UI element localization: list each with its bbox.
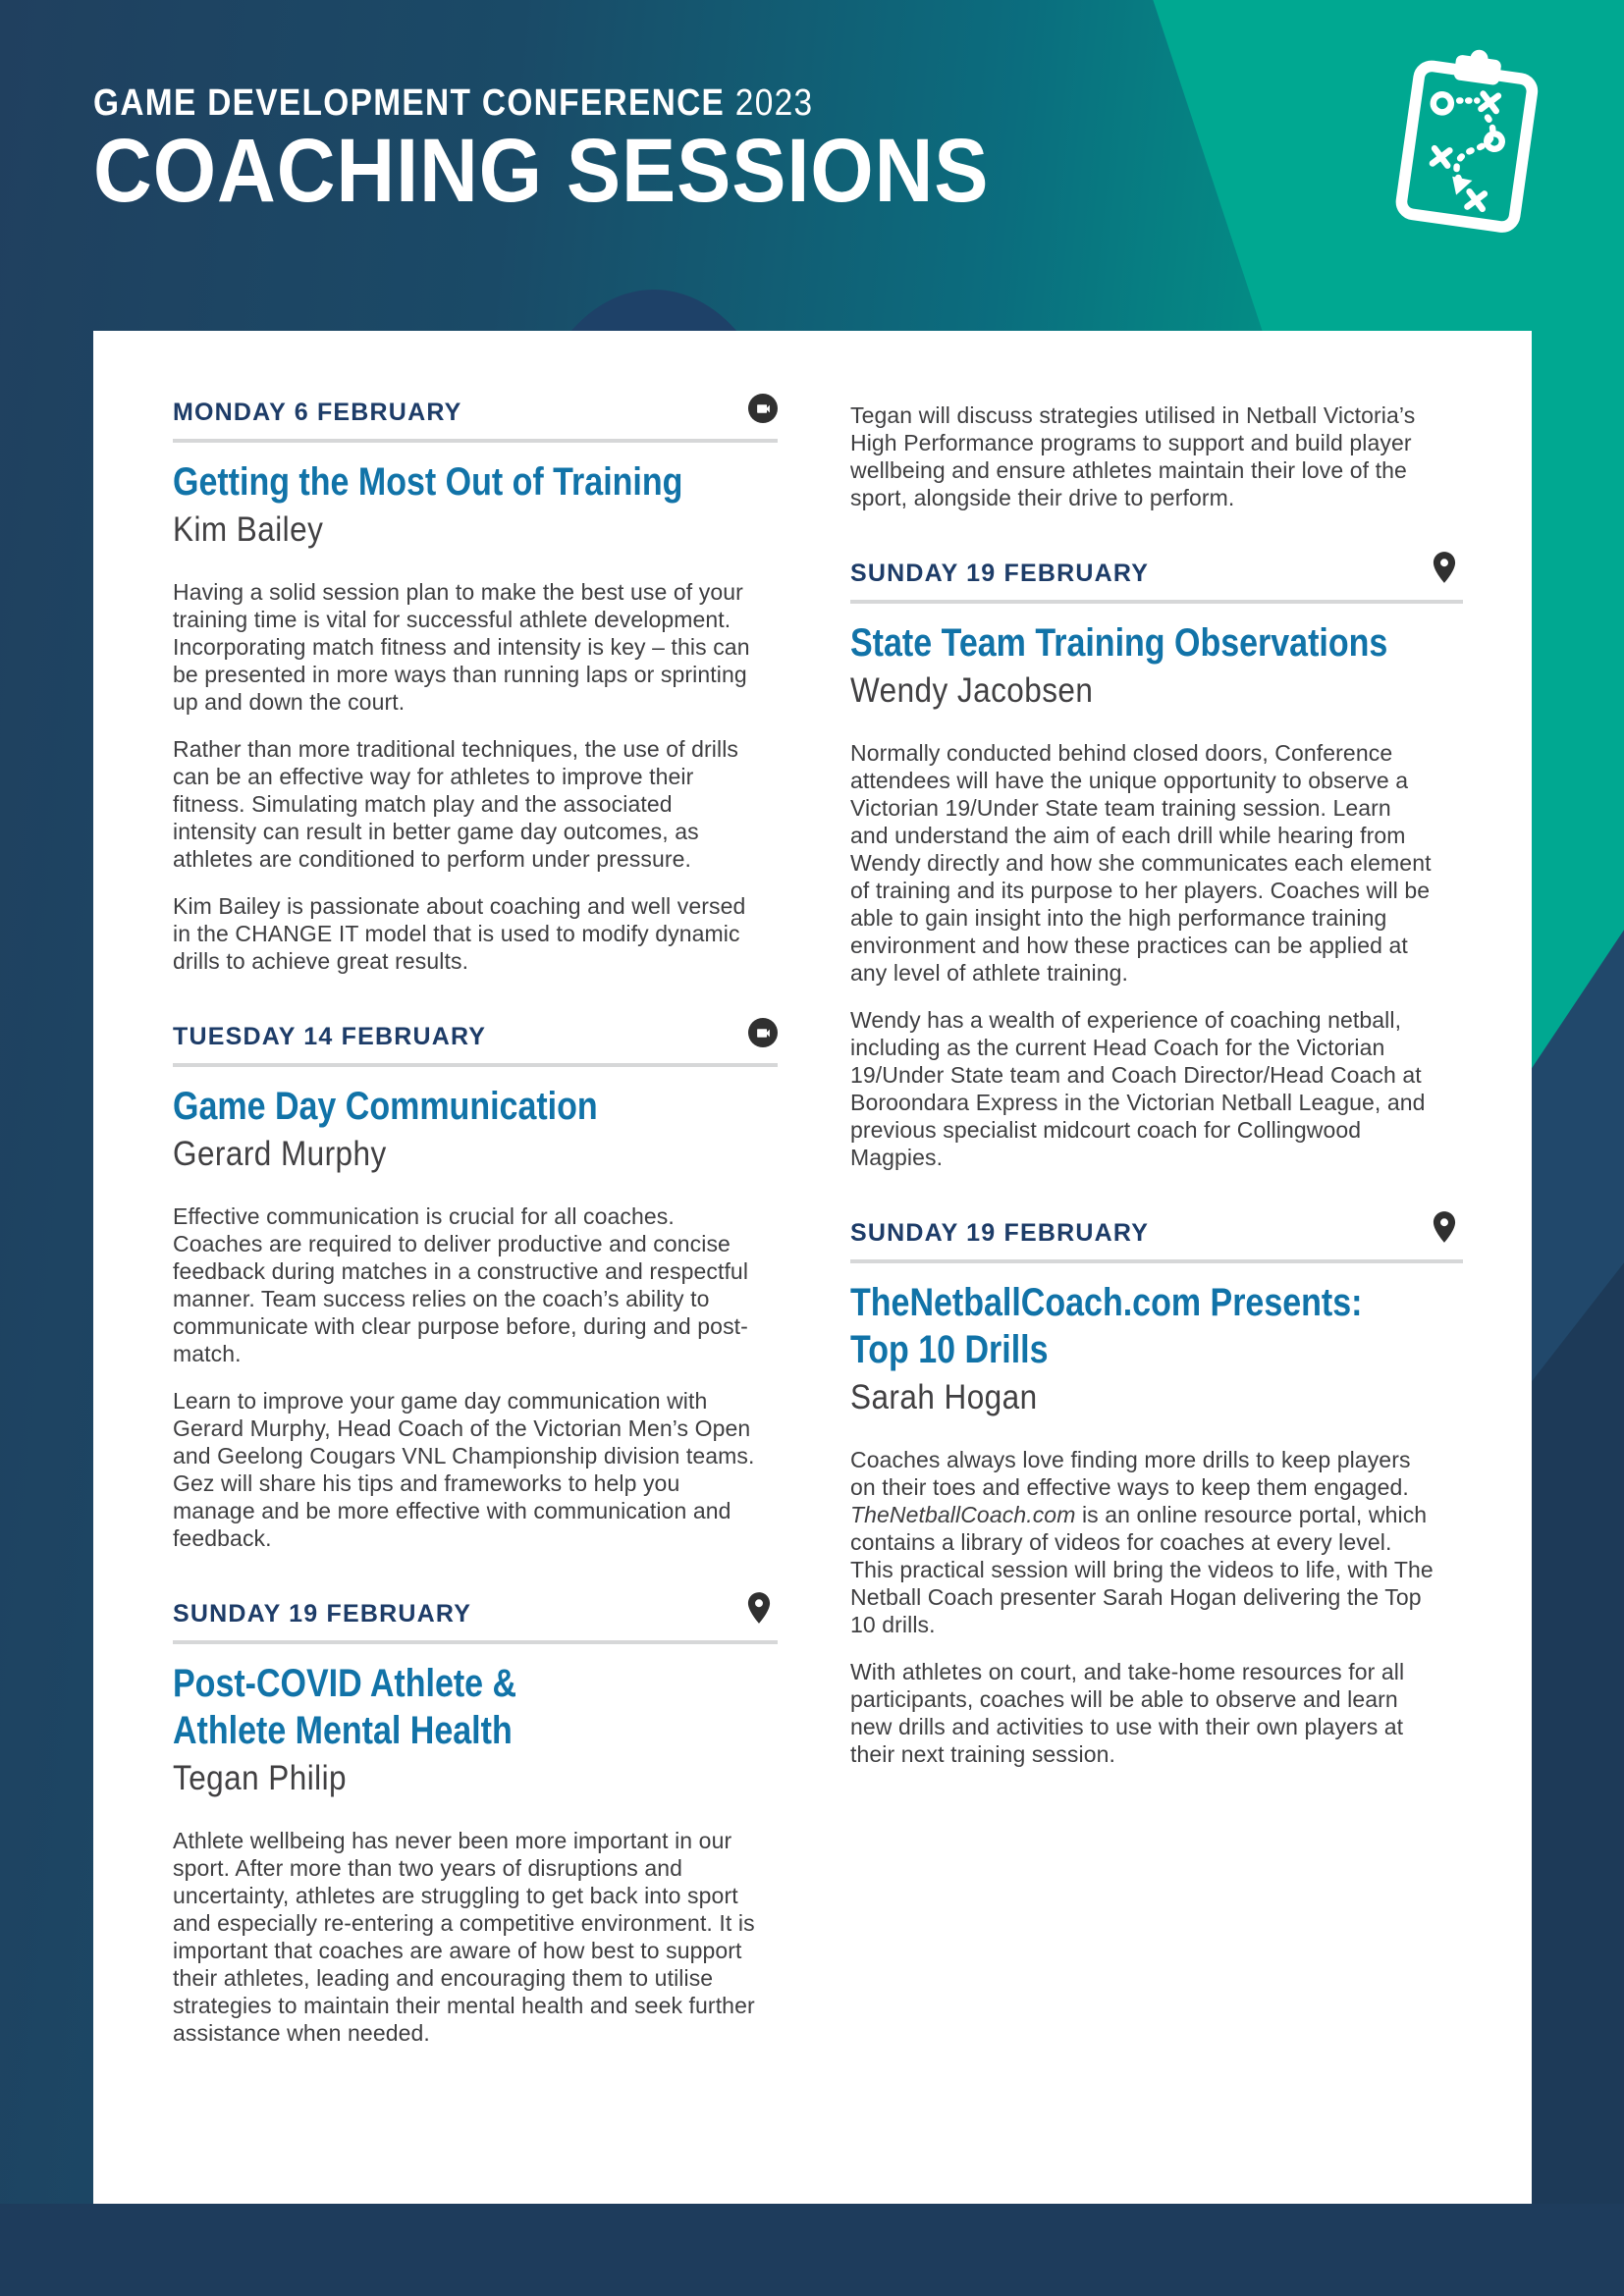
session-paragraph: Wendy has a wealth of experience of coaching netball, including as the current Head Coach for the Victorian 19/Under State team and Coach Director/Head Coach at Boroondara Express in the Victorian Netball League, and previous specialist midcourt coach for Collingwood Magpies. [850, 1007, 1426, 1170]
session-section [173, 398, 778, 975]
kicker-text: GAME DEVELOPMENT CONFERENCE [93, 82, 726, 124]
session-date-row [173, 398, 778, 443]
location-pin-icon [1426, 547, 1463, 593]
session-section [850, 559, 1463, 1171]
session-paragraph: Athlete wellbeing has never been more important in our sport. After more than two years of disruptions and uncertainty, athletes are struggling to get back into sport and especially re-entering a competitive environment. It is important that coaches are aware of how best to support their athletes, leading and encouraging them to utilise strategies to maintain their mental health and seek further assistance when needed. [173, 1828, 755, 2046]
page-title: COACHING SESSIONS [93, 121, 990, 221]
left-column [173, 398, 778, 2047]
paragraph-text: Coaches always love finding more drills to keep players on their toes and effective ways to keep them engaged. [850, 1447, 1411, 1500]
session-date: MONDAY 6 FEBRUARY [173, 399, 462, 426]
session-date-row [173, 1022, 778, 1067]
session-title: TheNetballCoach.com Presents: [850, 1281, 1363, 1324]
session-date: TUESDAY 14 FEBRUARY [173, 1023, 487, 1050]
video-camera-icon [748, 1018, 778, 1047]
footer-bar [0, 2204, 1624, 2296]
session-paragraph: Effective communication is crucial for all coaches. Coaches are required to deliver productive and concise feedback during matches in a constructive and respectful manner. Team success relies on the coach’s ability to communicate with clear purpose before, during and post-match. [173, 1203, 749, 1366]
session-date-row [850, 559, 1463, 604]
session-date-row [850, 1218, 1463, 1263]
session-title-line2: Athlete Mental Health [173, 1709, 513, 1752]
session-section [173, 1022, 778, 1552]
session-section [173, 1599, 778, 2047]
clipboard-tactics-icon [1385, 32, 1550, 245]
session-speaker: Wendy Jacobsen [850, 671, 1094, 710]
video-camera-icon [748, 394, 778, 423]
session-speaker: Tegan Philip [173, 1759, 348, 1797]
location-pin-icon [740, 1587, 778, 1633]
session-date-row [173, 1599, 778, 1644]
session-title: Game Day Communication [173, 1085, 598, 1128]
session-speaker: Kim Bailey [173, 510, 324, 549]
italic-site-name: TheNetballCoach.com [850, 1502, 1076, 1527]
right-column [850, 398, 1463, 1768]
content-panel [93, 331, 1532, 2204]
session-title: Getting the Most Out of Training [173, 460, 683, 504]
session-paragraph: Rather than more traditional techniques, the use of drills can be an effective way for athletes to improve their fitness. Simulating match play and the associated intensity can result in better game day outcomes, as athletes are conditioned to perform under pressure. [173, 736, 739, 872]
session-title: Post-COVID Athlete & [173, 1662, 517, 1705]
session-title-line2: Top 10 Drills [850, 1328, 1049, 1371]
conference-kicker [93, 82, 813, 125]
intro-paragraph: Tegan will discuss strategies utilised in Netball Victoria’s High Performance programs to support and build player wellbeing and ensure athletes maintain their love of the sport, alongside their drive to perform. [850, 402, 1416, 510]
session-paragraph: Having a solid session plan to make the best use of your training time is vital for successful athlete development. Incorporating match fitness and intensity is key – this can be presented in more ways than running laps or sprinting up and down the court. [173, 579, 750, 715]
session-speaker: Gerard Murphy [173, 1135, 387, 1173]
session-paragraph: Normally conducted behind closed doors, Conference attendees will have the unique opportunity to observe a Victorian 19/Under State team training session. Learn and understand the aim of each drill while hearing from Wendy directly and how she communicates each element of training and its purpose to her players. Coaches will be able to gain insight into the high performance training environment and how these practices can be applied at any level of athlete training. [850, 740, 1432, 986]
session-paragraph [850, 1446, 1434, 1638]
session-title: State Team Training Observations [850, 621, 1388, 665]
session-paragraph: With athletes on court, and take-home resources for all participants, coaches will be able to observe and learn new drills and activities to use with their own players at their next training session. [850, 1659, 1405, 1767]
session-paragraph: Learn to improve your game day communication with Gerard Murphy, Head Coach of the Victorian Men’s Open and Geelong Cougars VNL Championship division teams. Gez will share his tips and frameworks to help you manage and be more effective with communication and feedback. [173, 1388, 755, 1551]
session-date: SUNDAY 19 FEBRUARY [850, 560, 1150, 587]
session-date: SUNDAY 19 FEBRUARY [173, 1600, 472, 1628]
paragraph-text: is an online resource portal, which contains a library of videos for coaches at every level. This practical session will bring the videos to life, with The Netball Coach presenter Sarah Hogan delivering the Top 10 drills. [850, 1502, 1434, 1637]
kicker-year: 2023 [734, 82, 814, 124]
location-pin-icon [1426, 1206, 1463, 1253]
session-date: SUNDAY 19 FEBRUARY [850, 1219, 1150, 1247]
session-speaker: Sarah Hogan [850, 1378, 1038, 1416]
session-paragraph: Kim Bailey is passionate about coaching and well versed in the CHANGE IT model that is used to modify dynamic drills to achieve great results. [173, 893, 746, 974]
session-section [850, 1218, 1463, 1768]
